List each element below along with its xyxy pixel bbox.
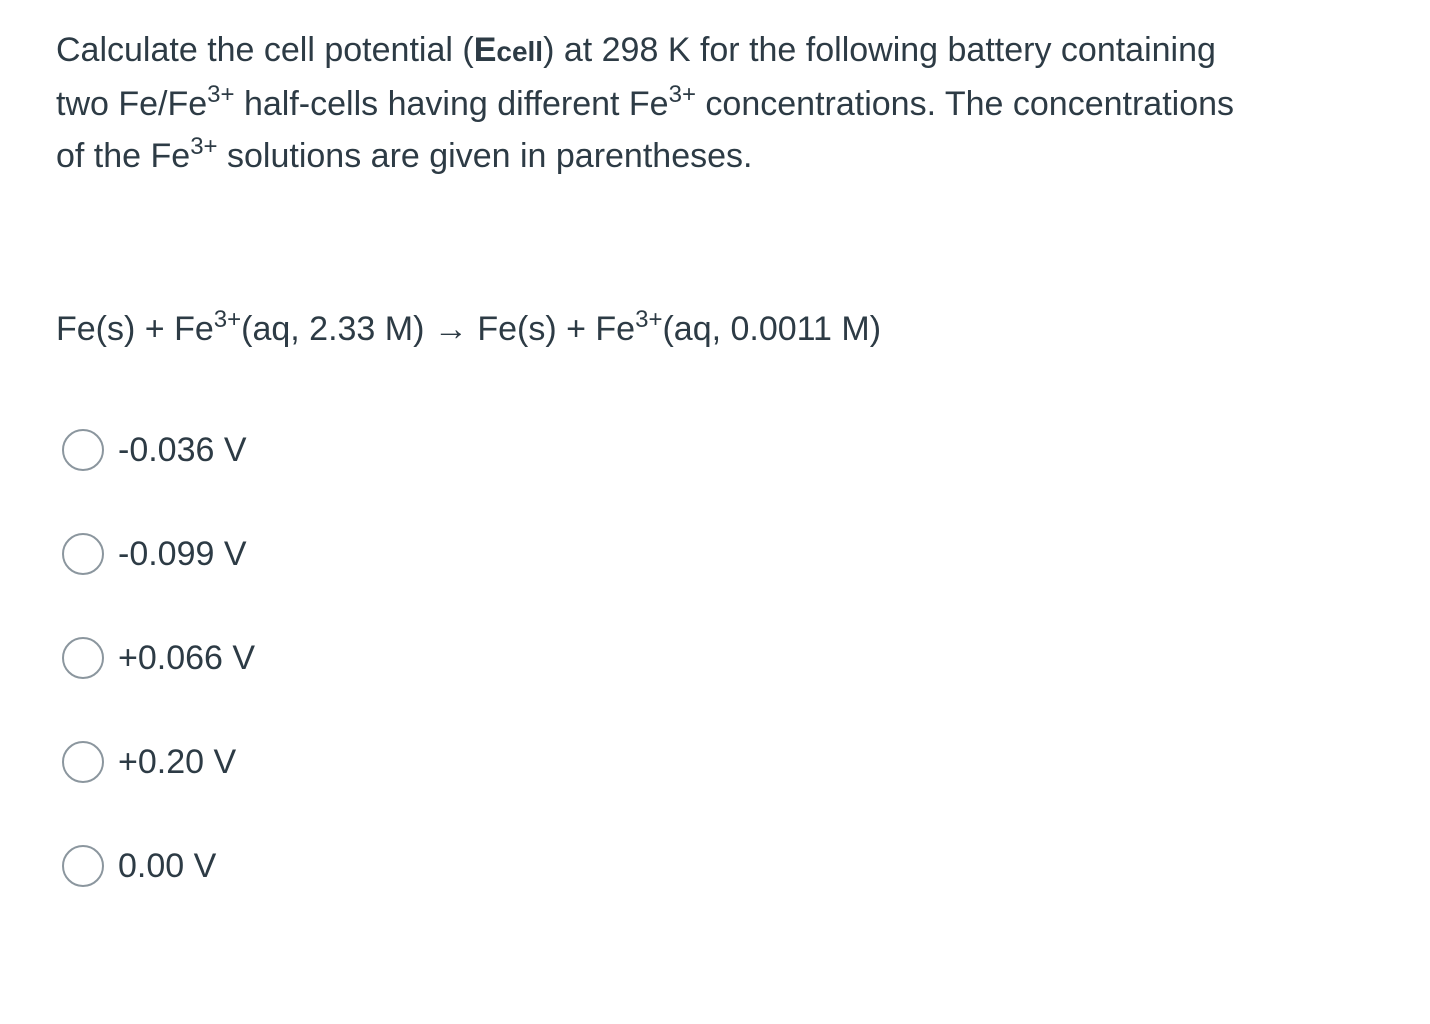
question-text-part: two Fe/Fe bbox=[56, 85, 208, 123]
answer-label: +0.20 V bbox=[118, 743, 237, 781]
question-text-part: half-cells having different Fe bbox=[234, 85, 669, 123]
answer-label: +0.066 V bbox=[118, 639, 256, 677]
left-conditions: (aq, 2.33 M) bbox=[241, 310, 425, 348]
ion-charge: 3+ bbox=[213, 306, 242, 333]
answer-option[interactable] bbox=[62, 737, 236, 787]
ion-charge: 3+ bbox=[668, 81, 696, 108]
ecell-symbol bbox=[474, 31, 543, 69]
answer-label: -0.036 V bbox=[118, 431, 247, 469]
radio-button[interactable] bbox=[62, 845, 104, 887]
radio-button[interactable] bbox=[62, 741, 104, 783]
right-conditions: (aq, 0.0011 M) bbox=[662, 310, 882, 348]
cell-reaction-equation bbox=[56, 303, 881, 355]
answer-option[interactable] bbox=[62, 425, 247, 475]
question-line-2 bbox=[56, 78, 1396, 130]
answer-label: -0.099 V bbox=[118, 535, 247, 573]
ecell-main: E bbox=[473, 31, 497, 69]
ion-charge: 3+ bbox=[207, 81, 235, 108]
answer-label: 0.00 V bbox=[118, 847, 217, 885]
answer-option[interactable] bbox=[62, 633, 255, 683]
left-species: Fe(s) + Fe bbox=[56, 310, 214, 348]
radio-button[interactable] bbox=[62, 533, 104, 575]
ion-charge: 3+ bbox=[635, 306, 663, 333]
question-line-3 bbox=[56, 130, 1396, 182]
reaction-arrow-icon: → bbox=[424, 310, 478, 348]
answer-option[interactable] bbox=[62, 841, 216, 891]
question-text-part: Calculate the cell potential ( bbox=[56, 31, 474, 69]
answer-option[interactable] bbox=[62, 529, 247, 579]
ion-charge: 3+ bbox=[190, 133, 218, 160]
question-text-part: ) at 298 K for the following battery containing bbox=[543, 31, 1216, 69]
question-text-part: concentrations. The concentrations bbox=[695, 85, 1235, 123]
right-species: Fe(s) + Fe bbox=[477, 310, 636, 348]
radio-button[interactable] bbox=[62, 637, 104, 679]
question-text-part: of the Fe bbox=[56, 137, 191, 175]
radio-button[interactable] bbox=[62, 429, 104, 471]
ecell-subscript: cell bbox=[496, 36, 544, 67]
question-text bbox=[56, 24, 1396, 182]
question-line-1 bbox=[56, 24, 1396, 78]
question-text-part: solutions are given in parentheses. bbox=[217, 137, 753, 175]
